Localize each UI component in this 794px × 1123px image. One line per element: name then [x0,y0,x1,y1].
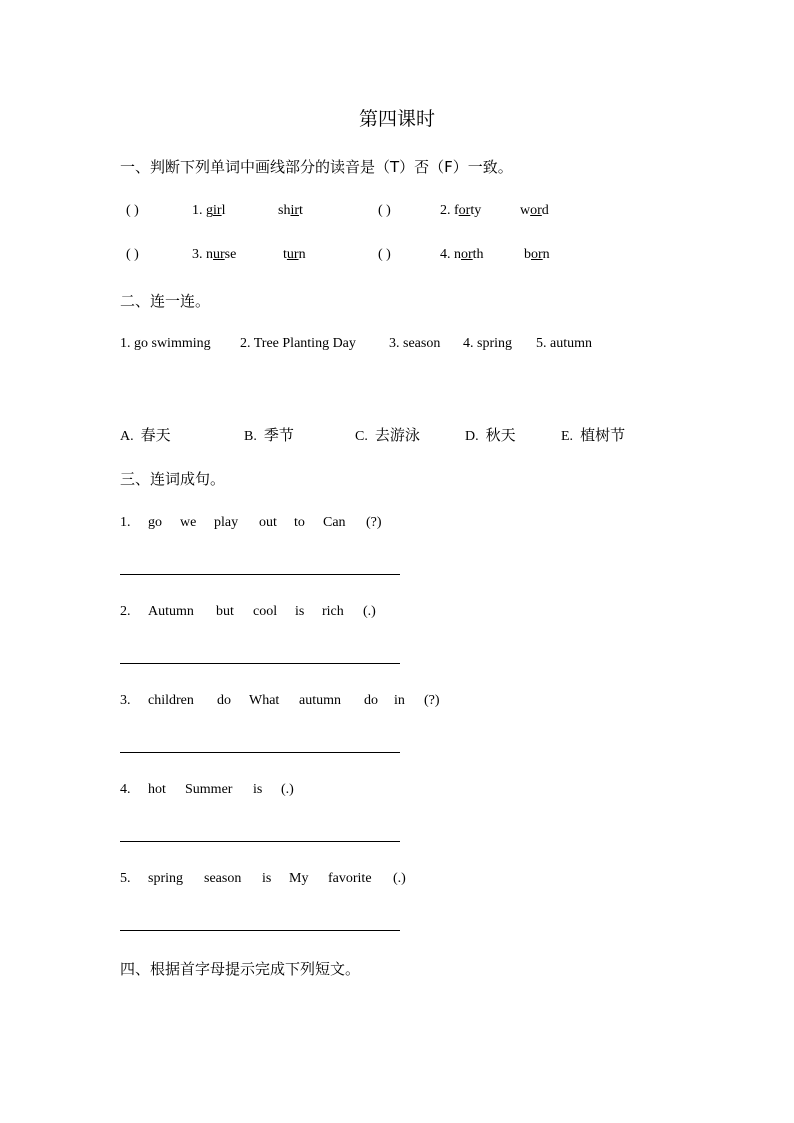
word-girl: girl [206,203,226,218]
answer-line-1[interactable] [120,574,400,575]
judge-item-2: 2. forty [440,203,482,218]
match-english-3[interactable]: 3. season [389,336,441,351]
scramble-word: (.) [363,604,376,619]
word-forty: forty [454,203,482,218]
scramble-word: out [259,515,277,530]
scramble-word: Summer [185,782,233,797]
answer-paren-2[interactable]: ( ) [378,203,391,218]
scramble-word: do [364,693,378,708]
scramble-num-2: 2. [120,604,131,619]
scramble-word: autumn [299,693,341,708]
scramble-word: (?) [424,693,440,708]
scramble-num-5: 5. [120,871,131,886]
match-chinese-b[interactable]: B. 季节 [244,426,294,444]
scramble-word: rich [322,604,344,619]
scramble-word: (?) [366,515,382,530]
word-north: north [454,247,484,262]
answer-paren-1[interactable]: ( ) [126,203,139,218]
judge-item-3: 3. nurse [192,247,237,262]
scramble-num-3: 3. [120,693,131,708]
judge-item-4: 4. north [440,247,484,262]
scramble-word: we [180,515,197,530]
match-chinese-c[interactable]: C. 去游泳 [355,426,420,444]
scramble-word: (.) [281,782,294,797]
judge-item-1: 1. girl [192,203,226,218]
scramble-num-1: 1. [120,515,131,530]
answer-paren-4[interactable]: ( ) [378,247,391,262]
section-4-heading: 四、根据首字母提示完成下列短文。 [120,960,361,978]
answer-line-5[interactable] [120,930,400,931]
scramble-word: children [148,693,194,708]
scramble-word: but [216,604,234,619]
scramble-word: My [289,871,309,886]
scramble-word: play [214,515,239,530]
word-word: word [520,203,549,218]
answer-paren-3[interactable]: ( ) [126,247,139,262]
scramble-word: favorite [328,871,372,886]
section-3-heading: 三、连词成句。 [120,470,226,488]
word-turn: turn [283,247,306,262]
answer-line-2[interactable] [120,663,400,664]
scramble-word: is [253,782,263,797]
section-2-heading: 二、连一连。 [120,292,211,310]
scramble-word: is [295,604,305,619]
scramble-word: to [294,515,305,530]
match-english-2[interactable]: 2. Tree Planting Day [240,336,356,351]
scramble-word: What [249,693,280,708]
scramble-word: spring [148,871,183,886]
scramble-word: cool [253,604,278,619]
page-title: 第四课时 [358,108,435,130]
scramble-word: Autumn [148,604,194,619]
answer-line-3[interactable] [120,752,400,753]
scramble-word: (.) [393,871,406,886]
scramble-word: season [204,871,242,886]
match-chinese-d[interactable]: D. 秋天 [465,426,516,444]
word-shirt: shirt [278,203,303,218]
match-english-5[interactable]: 5. autumn [536,336,592,351]
match-chinese-e[interactable]: E. 植树节 [561,426,626,444]
match-english-1[interactable]: 1. go swimming [120,336,211,351]
match-english-4[interactable]: 4. spring [463,336,512,351]
scramble-word: Can [323,515,346,530]
match-chinese-a[interactable]: A. 春天 [120,426,171,444]
word-born: born [524,247,550,262]
answer-line-4[interactable] [120,841,400,842]
scramble-word: hot [148,782,166,797]
word-nurse: nurse [206,247,237,262]
scramble-word: is [262,871,272,886]
scramble-word: do [217,693,231,708]
section-1-heading: 一、判断下列单词中画线部分的读音是（T）否（F）一致。 [120,158,513,176]
scramble-word: go [148,515,162,530]
scramble-word: in [394,693,405,708]
scramble-num-4: 4. [120,782,131,797]
